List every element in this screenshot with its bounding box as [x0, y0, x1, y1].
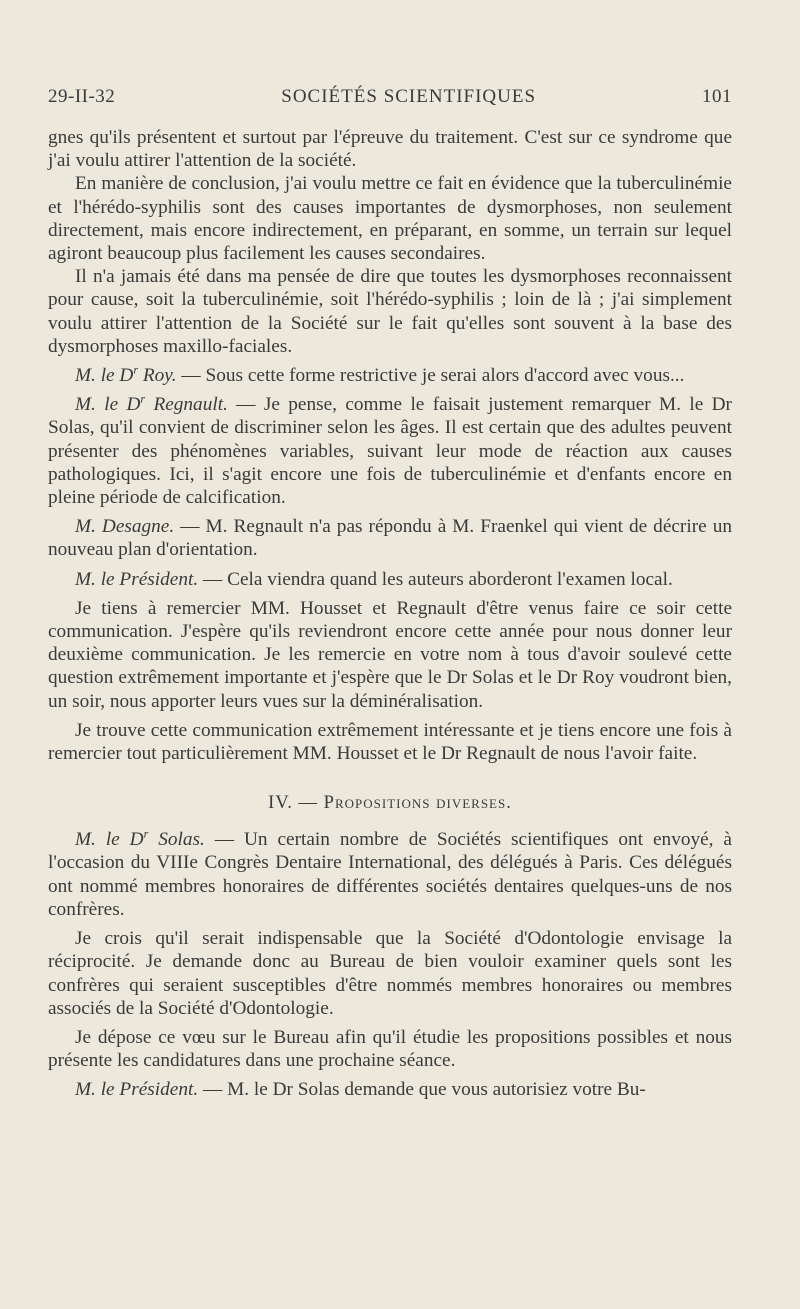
speaker-name: M. le Président. [75, 568, 199, 590]
speaker-name: M. le $D^r$ Roy. [75, 362, 177, 387]
speech-text: — M. le Dr Solas demande que vous autorisiez votre Bu- [198, 1079, 646, 1101]
paragraph: gnes qu'ils présentent et surtout par l'épreuve du traitement. C'est sur ce syndrome que j'ai voulu attirer l'attention de la société. [48, 127, 732, 172]
speaker-name: M. le $D^r$ Solas. [75, 826, 205, 851]
speech-text: — Un certain nombre de Sociétés scientifiques ont envoyé, à l'occasion du VIIIe Congrès Dentaire International, des délégués à Paris. Ces délégués ont nommé membres honoraires de différentes sociétés dentaires quelques-uns de nos confrères. [48, 829, 732, 920]
paragraph: Je dépose ce vœu sur le Bureau afin qu'il étudie les propositions possibles et nous présente les candidatures dans une prochaine séance. [48, 1026, 732, 1072]
speech-text: — Sous cette forme restrictive je serai alors d'accord avec vous... [176, 365, 685, 387]
speech-text: — M. Regnault n'a pas répondu à M. Fraenkel qui vient de décrire un nouveau plan d'orientation. [48, 516, 732, 561]
speaker-name: M. le Président. [75, 1079, 199, 1101]
running-header [48, 86, 732, 108]
header-date: 29-II-32 [48, 86, 116, 107]
section-heading [48, 793, 732, 814]
speech-text: — Je pense, comme le faisait justement remarquer M. le Dr Solas, qu'il convient de discriminer selon les âges. Il est certain que des adultes peuvent présenter des phénomènes variables, suivant leur mode de réaction aux causes pathologiques. Ici, il s'agit encore une fois de tuberculinémie et d'enfants encore en pleine période de calcification. [48, 394, 732, 509]
paragraph: Il n'a jamais été dans ma pensée de dire que toutes les dysmorphoses reconnaissent pour cause, soit la tuberculinémie, soit l'hérédo-syphilis ; loin de là ; j'ai simplement voulu attirer l'attention de la Société sur le fait qu'elles sont souvent à la base des dysmorphoses maxillo-faciales. [48, 266, 732, 357]
section-number: IV. — [268, 793, 324, 814]
page [48, 86, 732, 1102]
paragraph [48, 828, 732, 921]
paragraph: Je trouve cette communication extrêmement intéressante et je tiens encore une fois à remercier tout particulièrement MM. Housset et le Dr Regnault de nous l'avoir faite. [48, 719, 732, 765]
header-title: SOCIÉTÉS SCIENTIFIQUES [281, 86, 537, 107]
paragraph: Je crois qu'il serait indispensable que la Société d'Odontologie envisage la réciprocité. Je demande donc au Bureau de bien vouloir examiner quels sont les confrères qui seraient susceptibles d'être nommés membres honoraires ou membres associés de la Société d'Odontologie. [48, 928, 732, 1019]
paragraph: Je tiens à remercier MM. Housset et Regnault d'être venus faire ce soir cette communication. J'espère qu'ils reviendront encore cette année pour nous donner leur deuxième communication. Je les remercie en votre nom à tous d'avoir soulevé cette question extrêmement importante et j'espère que le Dr Solas et le Dr Roy voudront bien, un soir, nous apporter leurs vues sur la déminéralisation. [48, 597, 732, 712]
paragraph [48, 515, 732, 561]
paragraph [48, 568, 732, 591]
page-number: 101 [701, 86, 732, 107]
speaker-name: M. le $D^r$ Regnault. [75, 391, 228, 416]
speech-text: — Cela viendra quand les auteurs aborderont l'examen local. [198, 568, 673, 590]
page-body [48, 126, 732, 1102]
paragraph [48, 1078, 732, 1101]
speaker-name: M. Desagne. [75, 516, 175, 538]
paragraph [48, 393, 732, 509]
section-title: Propositions diverses. [323, 793, 512, 814]
paragraph: En manière de conclusion, j'ai voulu mettre ce fait en évidence que la tuberculinémie et l'hérédo-syphilis sont des causes importantes de dysmorphoses, non seulement directement, mais encore indirectement, en préparant, en somme, un terrain sur lequel agiront beaucoup plus facilement les causes secondaires. [48, 173, 732, 265]
paragraph [48, 364, 732, 387]
